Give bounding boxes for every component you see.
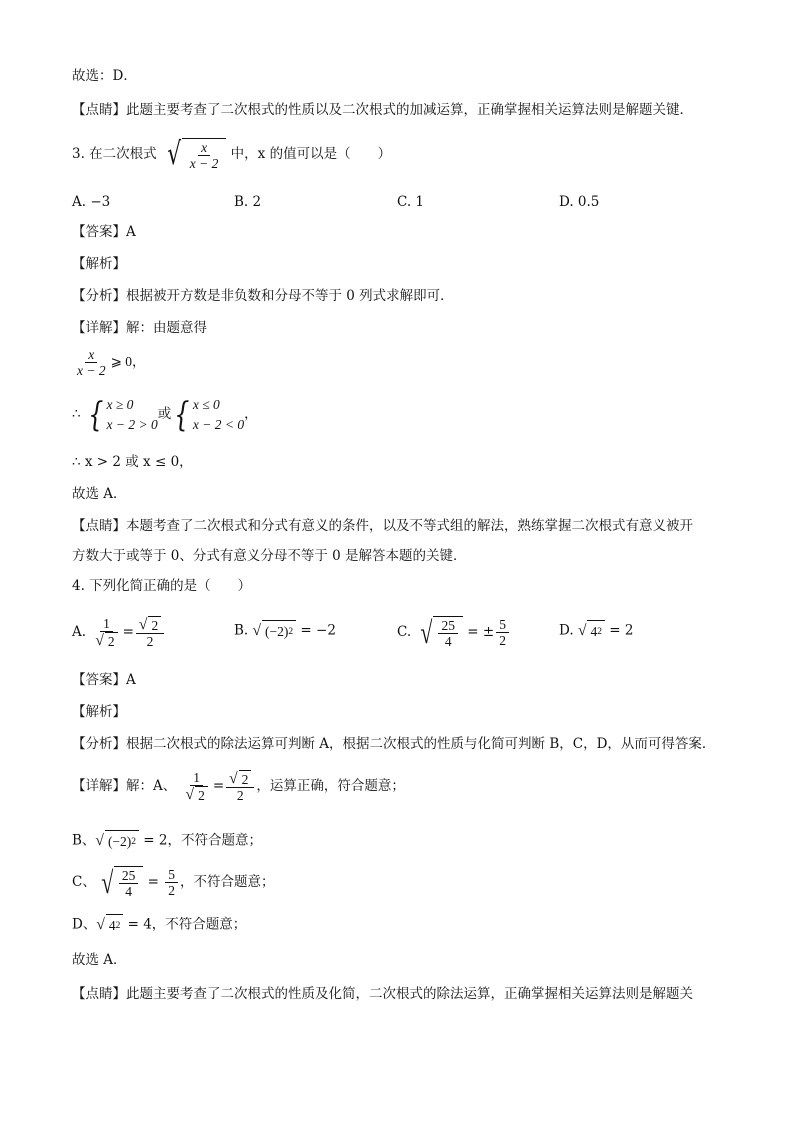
q4-comment: 【点睛】此题主要考查了二次根式的性质及化简，二次根式的除法运算，正确掌握相关运算法则是解题关 <box>72 986 693 1002</box>
q4-option-b: B. √ (−2) 2 = −2 <box>234 620 336 642</box>
q3-system-2: { x ≤ 0 x − 2 < 0 <box>174 394 245 435</box>
q3-inequality: $\frac{x}{x - 2}$ ⩾ 0， <box>77 347 146 378</box>
q3-option-c: C. 1 <box>397 194 425 210</box>
q3-option-d: D. 0.5 <box>559 194 600 210</box>
comment-tag: 【点睛】 <box>72 102 126 118</box>
q4-answer: 【答案】A <box>72 672 136 688</box>
q3-option-b: B. 2 <box>234 194 262 210</box>
q3-stem: 3. 在二次根式 √ $\frac{x}{x - 2}$ 中，x 的值可以是（ ） <box>72 135 392 172</box>
q3-option-a: A. −3 <box>72 194 111 210</box>
q4-detail-c: C、 √ $\frac{25}{4}$ = $\frac{5}{2}$ ，不符合题意； <box>72 864 275 900</box>
q3-comment-l1: 【点睛】本题考查了二次根式和分式有意义的条件，以及不等式组的解法，熟练掌握二次根式有意义被开 <box>72 518 693 534</box>
q3-comment-l2: 方数大于或等于 0、分式有意义分母不等于 0 是解答本题的关键． <box>72 548 467 564</box>
q4-choice: 故选 A． <box>72 952 127 968</box>
q3-system-1: { x ≥ 0 x − 2 > 0 <box>88 394 158 435</box>
q3-radical: √ $\frac{x}{x - 2}$ <box>161 138 226 171</box>
q4-option-c: C. √ $\frac{25}{4}$ = ± $\frac{5}{2}$ <box>397 612 511 652</box>
q4-analysis: 【解析】 <box>72 704 126 720</box>
choice-line: 故选：D． <box>72 68 137 84</box>
q4-detail-a: 【详解】解：A、 1 √ 2 = √ 2 2 ，运算正确，符合题意； <box>72 769 405 804</box>
q3-system: ∴ { x ≥ 0 x − 2 > 0 或 { x ≤ 0 x − 2 < 0 ， <box>72 394 258 435</box>
q4-detail-b: B、 √ (−2) 2 = 2，不符合题意； <box>72 830 262 852</box>
q4-option-d: D. √ 4 2 = 2 <box>559 620 633 642</box>
q3-detail: 【详解】解：由题意得 <box>72 320 207 336</box>
comment-line: 【点睛】此题主要考查了二次根式的性质以及二次根式的加减运算，正确掌握相关运算法则是解题关键． <box>72 102 693 118</box>
q3-fenxi: 【分析】根据被开方数是非负数和分母不等于 0 列式求解即可． <box>72 288 454 304</box>
q3-choice: 故选 A． <box>72 486 127 502</box>
q3-result: ∴ x > 2 或 x ≤ 0， <box>72 454 193 470</box>
q4-stem: 4. 下列化简正确的是（ ） <box>72 578 252 594</box>
q3-answer: 【答案】A <box>72 224 136 240</box>
q4-detail-d: D、 √ 4 2 = 4，不符合题意； <box>72 914 246 936</box>
q3-analysis: 【解析】 <box>72 256 126 272</box>
q4-option-a: A. 1 √ 2 = √ 2 2 <box>72 612 166 652</box>
q4-fenxi: 【分析】根据二次根式的除法运算可判断 A，根据二次根式的性质与化简可判断 B，C，D，从而可得答案． <box>72 736 716 752</box>
